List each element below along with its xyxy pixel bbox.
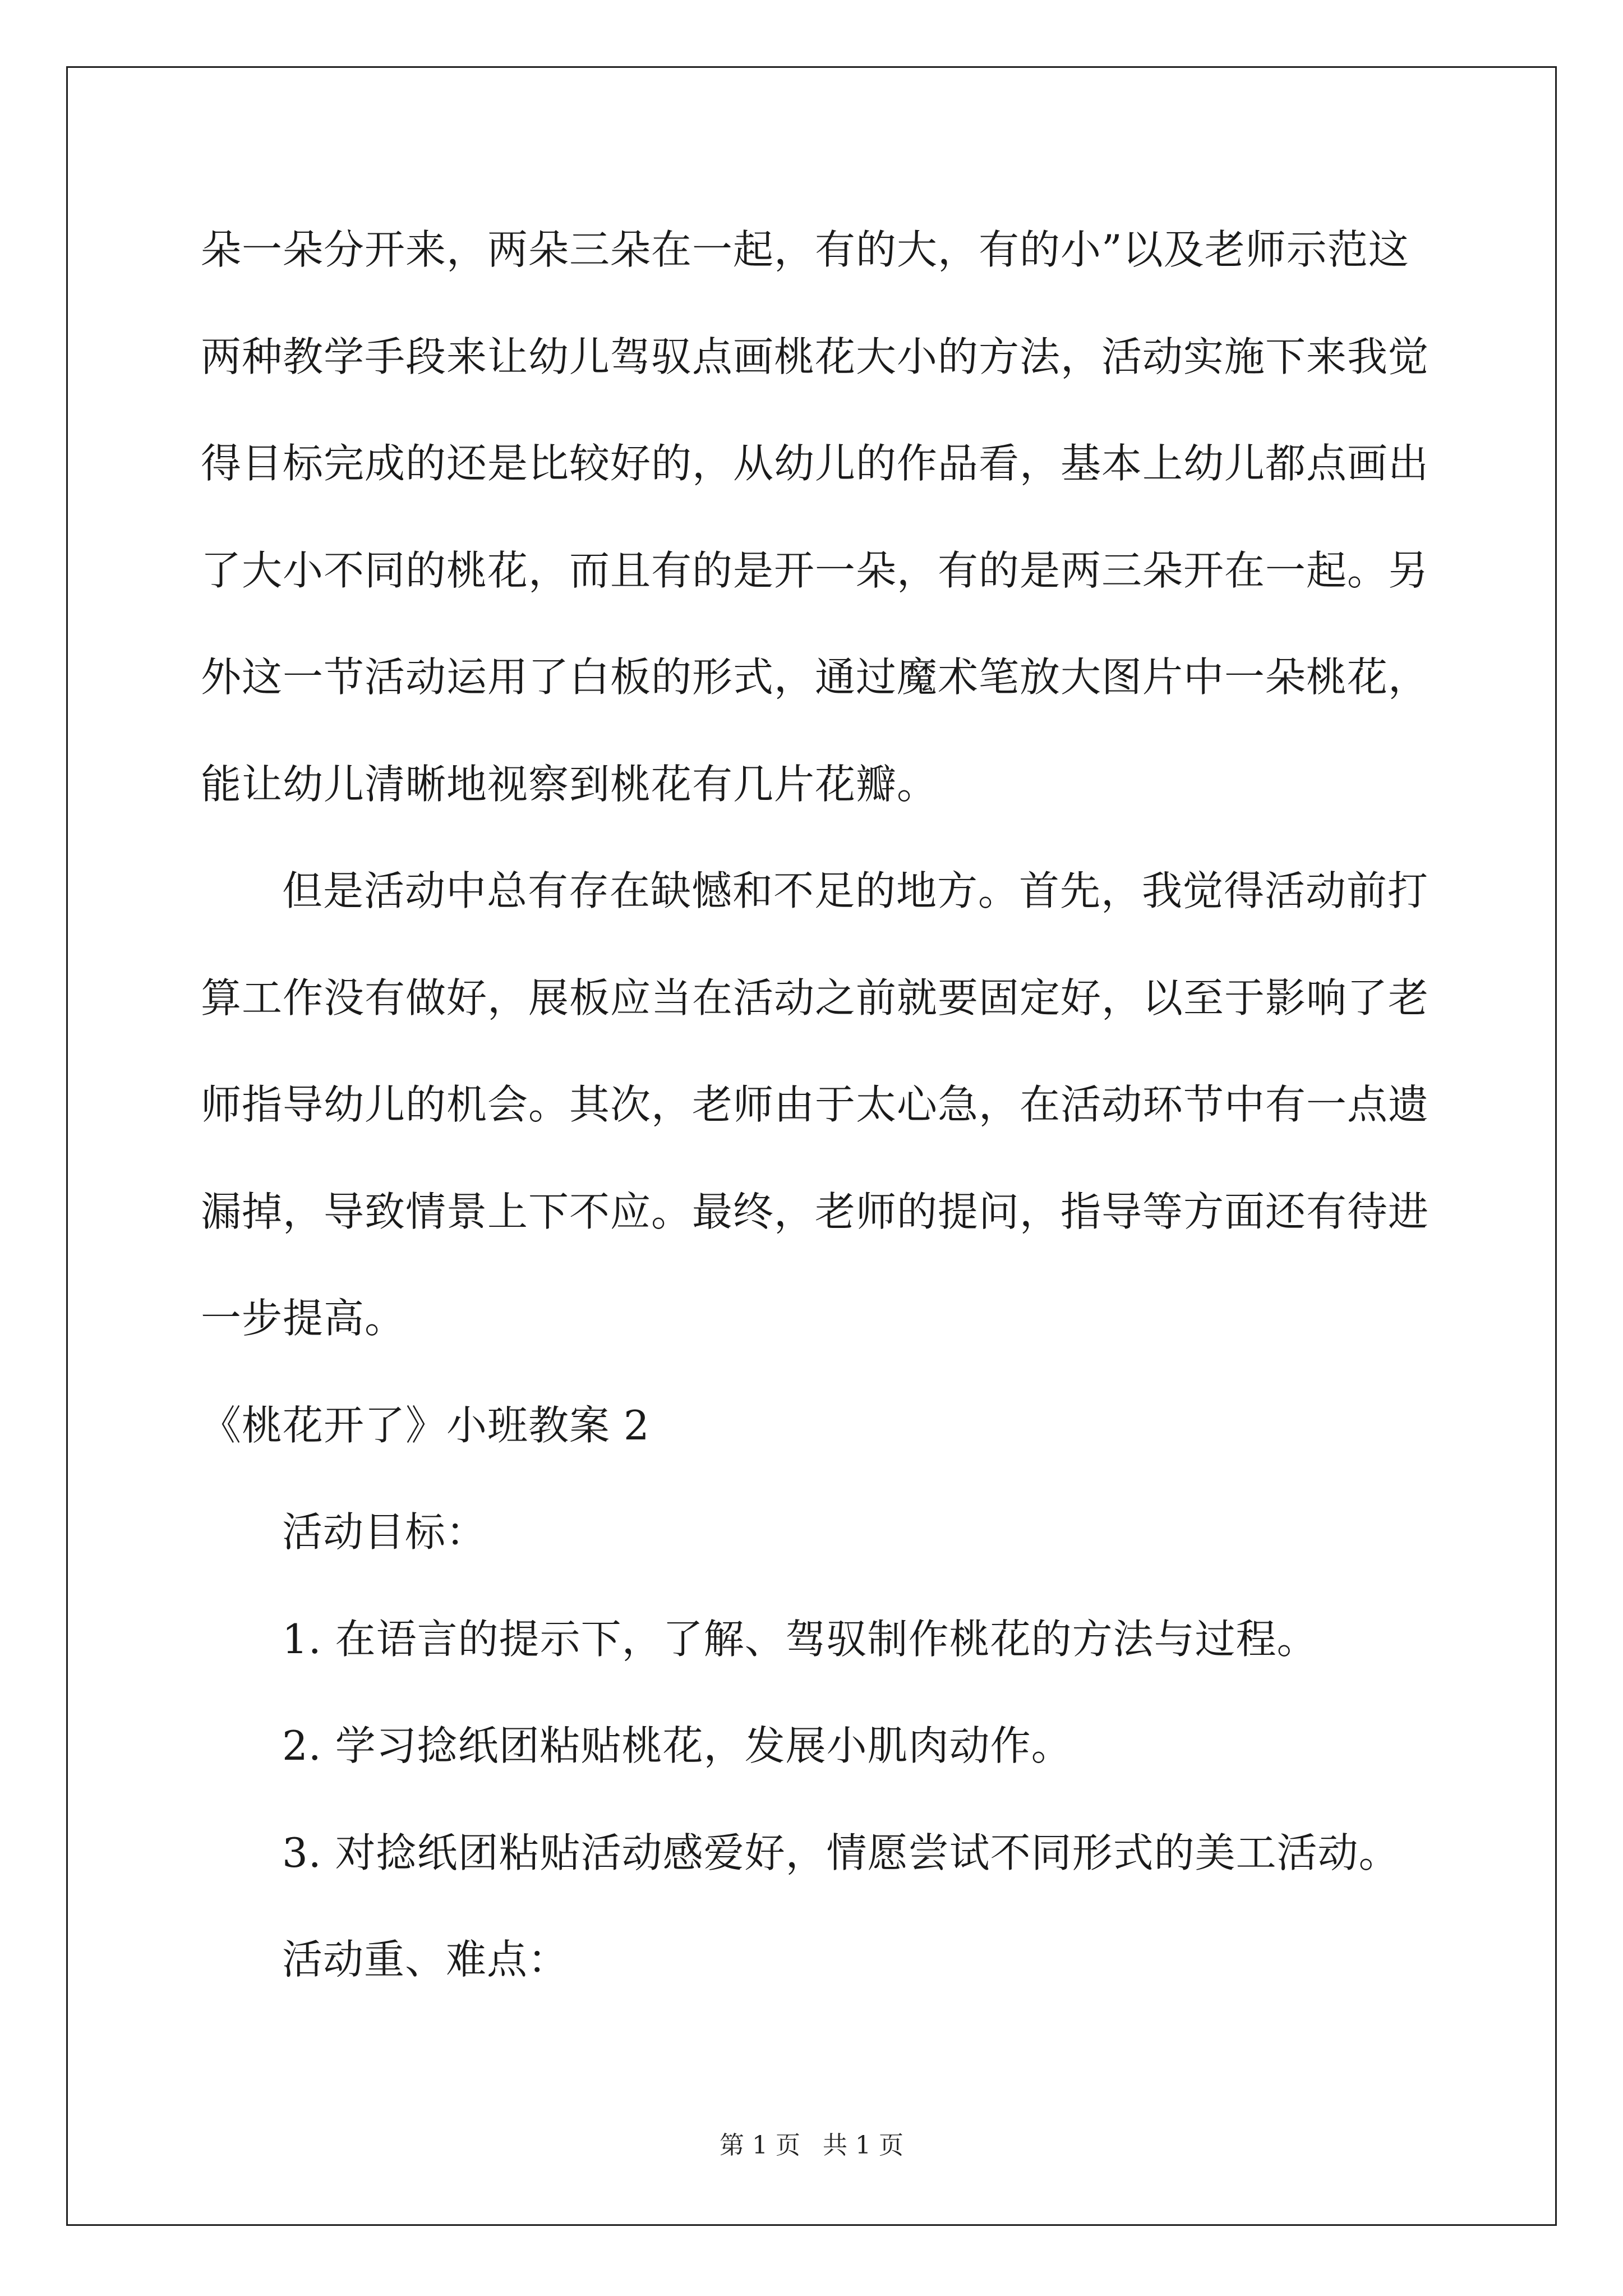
- text-line: 朵一朵分开来，两朵三朵在一起，有的大，有的小”以及老师示范这: [201, 226, 1409, 273]
- text-line: 算工作没有做好，展板应当在活动之前就要固定好，以至于影响了老: [201, 974, 1430, 1022]
- page-footer: [0, 2129, 1623, 2162]
- section-title: 《桃花开了》小班教案 2: [201, 1401, 650, 1449]
- goals-heading: 活动目标：: [282, 1508, 487, 1556]
- text-line: 漏掉，导致情景上下不应。最终，老师的提问，指导等方面还有待进: [201, 1188, 1430, 1235]
- text-line: 师指导幼儿的机会。其次，老师由于太心急，在活动环节中有一点遗: [201, 1081, 1430, 1128]
- text-line: 外这一节活动运用了白板的形式，通过魔术笔放大图片中一朵桃花，: [201, 654, 1430, 701]
- text-line: 一步提高。: [201, 1295, 406, 1342]
- page-number: 第 1 页: [720, 2131, 800, 2160]
- text-line: 两种教学手段来让幼儿驾驭点画桃花大小的方法，活动实施下来我觉: [201, 333, 1430, 380]
- goal-item: 3. 对捻纸团粘贴活动感爱好，情愿尝试不同形式的美工活动。: [282, 1829, 1400, 1876]
- difficulty-heading: 活动重、难点：: [282, 1936, 569, 1983]
- text-line: 了大小不同的桃花，而且有的是开一朵，有的是两三朵开在一起。另: [201, 546, 1430, 594]
- text-line: 能让幼儿清晰地视察到桃花有几片花瓣。: [201, 760, 938, 808]
- text-line: 但是活动中总有存在缺憾和不足的地方。首先，我觉得活动前打: [282, 867, 1429, 914]
- text-line: 得目标完成的还是比较好的，从幼儿的作品看，基本上幼儿都点画出: [201, 440, 1430, 487]
- goal-item: 1. 在语言的提示下，了解、驾驭制作桃花的方法与过程。: [282, 1615, 1318, 1663]
- document-body: [201, 219, 1430, 2036]
- page-total: 共 1 页: [823, 2131, 903, 2160]
- goal-item: 2. 学习捻纸团粘贴桃花，发展小肌肉动作。: [282, 1722, 1072, 1769]
